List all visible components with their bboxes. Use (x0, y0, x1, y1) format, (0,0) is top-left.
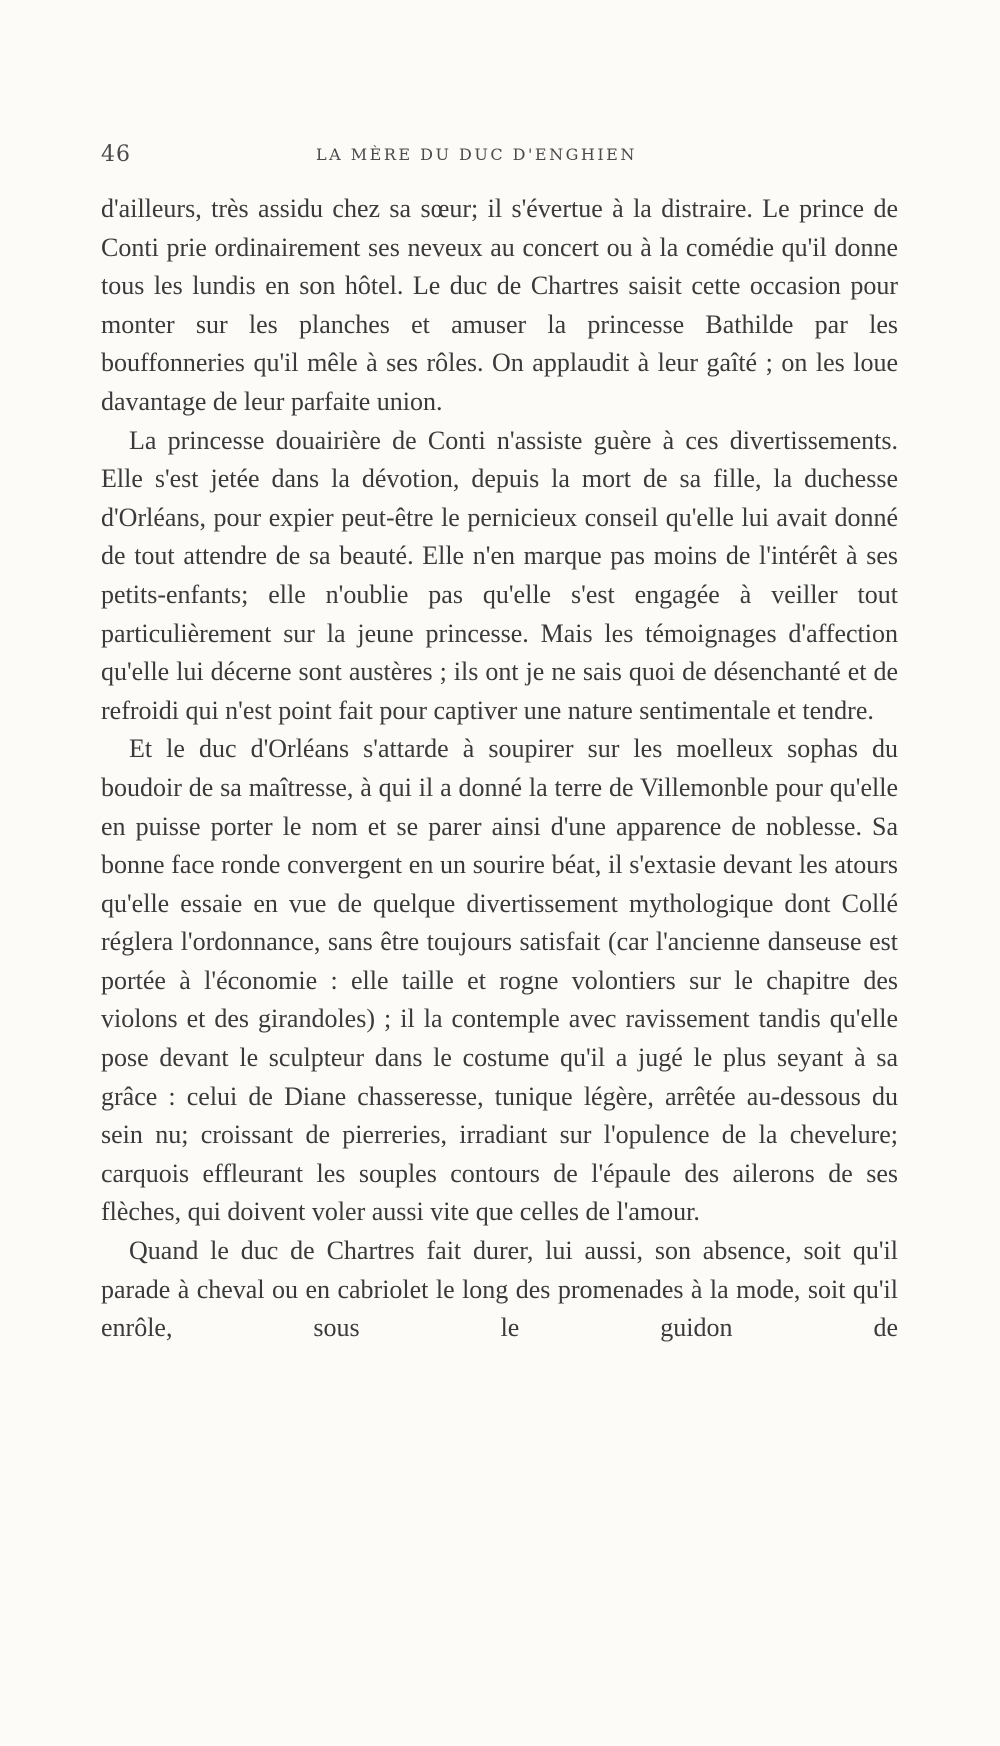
running-head (101, 142, 898, 172)
paragraph-continuation: d'ailleurs, très assidu chez sa sœur; il s'évertue à la distraire. Le prince de Conti prie ordinairement ses neveux au concert ou à la comédie qu'il donne tous les lundis en son hôtel. Le duc de Chartres saisit cette occasion pour monter sur les planches et amuser la princesse Bathilde par les bouffonneries qu'il mêle à ses rôles. On applaudit à leur gaîté ; on les loue davantage de leur parfaite union. (101, 194, 898, 416)
paragraph-princesse-douairiere: La princesse douairière de Conti n'assiste guère à ces divertissements. Elle s'est jetée dans la dévotion, depuis la mort de sa fille, la duchesse d'Orléans, pour expier peut-être le pernicieux conseil qu'elle lui avait donné de tout attendre de sa beauté. Elle n'en marque pas moins de l'intérêt à ses petits-enfants; elle n'oublie pas qu'elle s'est engagée à veiller tout particulièrement sur la jeune princesse. Mais les témoignages d'affection qu'elle lui décerne sont austères ; ils ont je ne sais quoi de désenchanté et de refroidi qui n'est point fait pour captiver une nature sentimentale et tendre. (101, 425, 898, 725)
body-text (101, 190, 898, 1348)
paragraph-duc-chartres: Quand le duc de Chartres fait durer, lui aussi, son absence, soit qu'il parade à cheval ou en cabriolet le long des promenades à la mode, soit qu'il enrôle, sous le guidon de (101, 1236, 898, 1343)
paragraph-duc-orleans: Et le duc d'Orléans s'attarde à soupirer sur les moelleux sophas du boudoir de sa maîtresse, à qui il a donné la terre de Villemonble pour qu'elle en puisse porter le nom et se parer ainsi d'une apparence de noblesse. Sa bonne face ronde convergent en un sourire béat, il s'extasie devant les atours qu'elle essaie en vue de quelque divertissement mythologique dont Collé réglera l'ordonnance, sans être toujours satisfait (car l'ancienne danseuse est portée à l'économie : elle taille et rogne volontiers sur le chapitre des violons et des girandoles) ; il la contemple avec ravissement tandis qu'elle pose devant le sculpteur dans le costume qu'il a jugé le plus seyant à sa grâce : celui de Diane chasseresse, tunique légère, arrêtée au-dessous du sein nu; croissant de pierreries, irradiant sur l'opulence de la chevelure; carquois effleurant les souples contours de l'épaule des ailerons de ses flèches, qui doivent voler aussi vite que celles de l'amour. (101, 734, 898, 1227)
running-title: LA MÈRE DU DUC D'ENGHIEN (316, 145, 637, 164)
page-number: 46 (101, 142, 131, 167)
